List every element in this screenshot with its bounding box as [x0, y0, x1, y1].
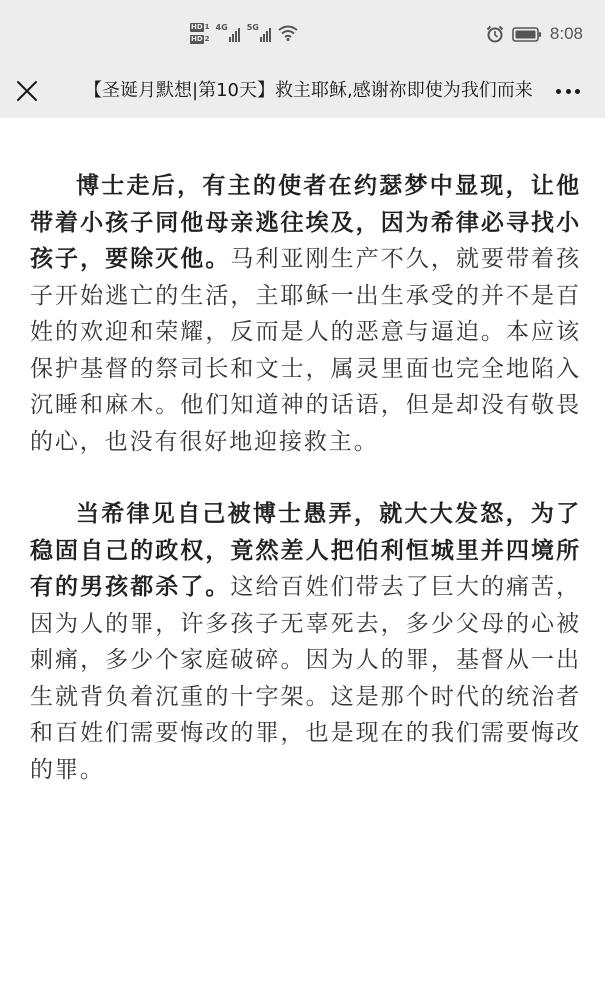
signal-icon [247, 24, 272, 42]
signal-generation-label: 4G [215, 23, 228, 32]
wifi-icon [278, 25, 298, 41]
title-bar [0, 64, 605, 118]
signal-icon [216, 24, 241, 42]
clock-time: 8:08 [549, 24, 583, 43]
hd-sim-number: 2 [204, 34, 210, 43]
close-icon [10, 74, 44, 108]
hd-label: HD [191, 22, 203, 31]
network-indicators [190, 18, 298, 48]
hd-badge-2 [190, 35, 210, 44]
hd-badge-1 [190, 23, 210, 32]
signal-generation-label: 5G [246, 23, 259, 32]
paragraph-text: 马利亚刚生产不久，就要带着孩子开始逃亡的生活，主耶稣一出生承受的并不是百姓的欢迎和荣耀，反而是人的恶意与逼迫。本应该保护基督的祭司长和文士，属灵里面也完全地陷入沉睡和麻木。他们知道神的话语，但是却没有敬畏的心，也没有很好地迎接救主。 [30, 246, 581, 455]
paragraph-emphasis: 当希律见自己被博士愚弄，就大大发怒，为了稳固自己的政权，竟然差人把伯利恒城里并四境所有的男孩都杀了。 [30, 501, 581, 600]
hd-icon [190, 23, 210, 44]
more-icon-dot [566, 89, 571, 94]
article-paragraph [30, 496, 581, 788]
battery-icon [512, 27, 542, 42]
more-icon [556, 89, 561, 94]
hd-label: HD [191, 34, 203, 43]
close-button[interactable] [10, 74, 44, 108]
article-body [30, 168, 581, 788]
more-button[interactable] [553, 76, 583, 106]
status-bar [0, 0, 605, 64]
page-title: 【圣诞月默想|第10天】救主耶稣,感谢祢即使为我们而来 [84, 80, 533, 101]
more-icon-dot [575, 89, 580, 94]
article-paragraph [30, 168, 581, 460]
status-right [486, 22, 583, 46]
alarm-icon [486, 25, 504, 43]
paragraph-text: 这给百姓们带去了巨大的痛苦，因为人的罪，许多孩子无辜死去，多少父母的心被刺痛，多少个家庭破碎。因为人的罪，基督从一出生就背负着沉重的十字架。这是那个时代的统治者和百姓们需要悔改的罪，也是现在的我们需要悔改的罪。 [30, 574, 581, 783]
hd-sim-number: 1 [204, 22, 210, 31]
paragraph-emphasis: 博士走后，有主的使者在约瑟梦中显现，让他带着小孩子同他母亲逃往埃及，因为希律必寻找小孩子，要除灭他。 [30, 173, 581, 272]
